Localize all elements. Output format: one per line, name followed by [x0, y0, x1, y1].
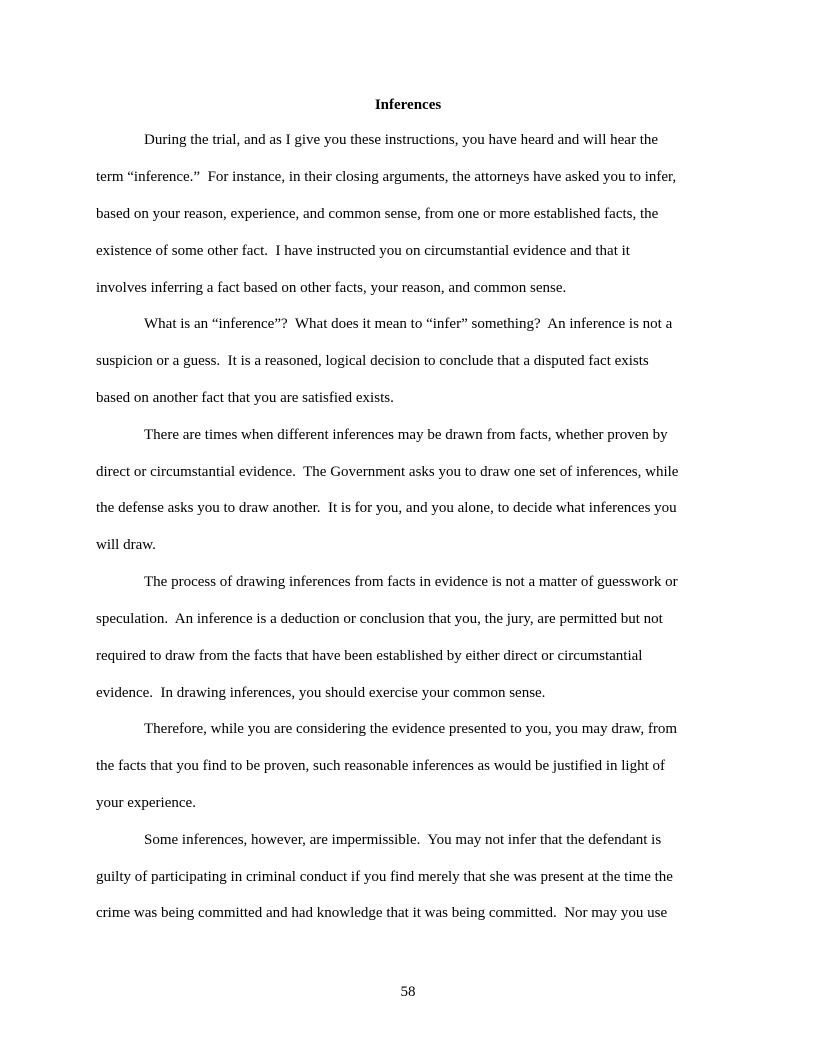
paragraph-6-line-2: guilty of participating in criminal conduct if you find merely that she was present at the time the — [96, 869, 673, 885]
paragraph-5-line-3: your experience. — [96, 795, 196, 811]
paragraph-5-line-2: the facts that you find to be proven, such reasonable inferences as would be justified in light of — [96, 758, 666, 774]
paragraph-3-line-3: the defense asks you to draw another. It is for you, and you alone, to decide what inferences you — [96, 500, 677, 516]
section-heading: Inferences — [374, 97, 442, 113]
paragraph-2-line-2: suspicion or a guess. It is a reasoned, logical decision to conclude that a disputed fact exists — [96, 353, 649, 369]
paragraph-3-line-4: will draw. — [96, 537, 156, 553]
paragraph-6-line-1: Some inferences, however, are impermissible. You may not infer that the defendant is — [144, 832, 662, 848]
paragraph-5-line-1: Therefore, while you are considering the evidence presented to you, you may draw, from — [144, 721, 677, 737]
paragraph-1-line-3: based on your reason, experience, and common sense, from one or more established facts, the — [96, 206, 659, 222]
paragraph-2-line-1: What is an “inference”? What does it mean to “infer” something? An inference is not a — [144, 316, 673, 332]
page-number: 58 — [400, 984, 416, 1000]
paragraph-2-line-3: based on another fact that you are satisfied exists. — [96, 390, 394, 406]
paragraph-3-line-1: There are times when different inferences may be drawn from facts, whether proven by — [144, 427, 668, 443]
paragraph-6-line-3: crime was being committed and had knowledge that it was being committed. Nor may you use — [96, 905, 668, 921]
paragraph-4-line-1: The process of drawing inferences from facts in evidence is not a matter of guesswork or — [144, 574, 678, 590]
paragraph-4-line-2: speculation. An inference is a deduction or conclusion that you, the jury, are permitted but not — [96, 611, 663, 627]
paragraph-1-line-2: term “inference.” For instance, in their closing arguments, the attorneys have asked you to infer, — [96, 169, 677, 185]
paragraph-1-line-4: existence of some other fact. I have instructed you on circumstantial evidence and that it — [96, 243, 630, 259]
paragraph-3-line-2: direct or circumstantial evidence. The Government asks you to draw one set of inferences, while — [96, 464, 679, 480]
paragraph-4-line-4: evidence. In drawing inferences, you should exercise your common sense. — [96, 685, 546, 701]
paragraph-1-line-1: During the trial, and as I give you these instructions, you have heard and will hear the — [144, 132, 659, 148]
paragraph-4-line-3: required to draw from the facts that have been established by either direct or circumstantial — [96, 648, 643, 664]
paragraph-1-line-5: involves inferring a fact based on other facts, your reason, and common sense. — [96, 280, 567, 296]
